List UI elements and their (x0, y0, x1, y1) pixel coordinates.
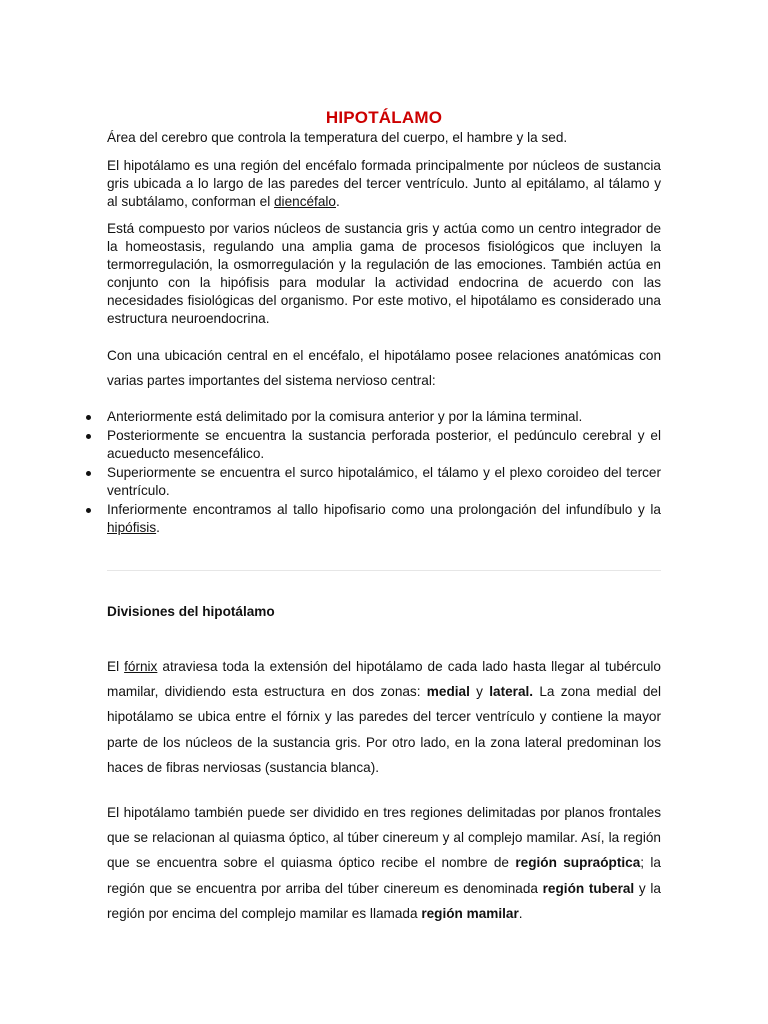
section-heading: Divisiones del hipotálamo (107, 604, 275, 619)
list-item-text: . (156, 520, 160, 535)
bullet-icon (86, 434, 91, 439)
paragraph-text: . (335, 194, 340, 209)
paragraph-location: Con una ubicación central en el encéfalo, el hipotálamo posee relaciones anatómicas con varias partes importantes del sistema nervioso central: (107, 348, 661, 389)
intro-paragraph: Área del cerebro que controla la temperatura del cuerpo, el hambre y la sed. (107, 130, 568, 145)
bullet-icon (86, 508, 91, 513)
bold-term-medial: medial (426, 684, 470, 700)
bold-term-lateral: lateral. (489, 684, 534, 700)
list-item (107, 501, 661, 537)
list-item-text: Superiormente se encuentra el surco hipotalámico, el tálamo y el plexo coroideo del tercer ventrículo. (107, 465, 661, 498)
list-item-text: Inferiormente encontramos al tallo hipofisario como una prolongación del infundíbulo y la (107, 502, 661, 517)
list-item (107, 464, 661, 500)
bold-term-supraoptica: región supraóptica (515, 855, 641, 871)
list-item-text: Anteriormente está delimitado por la comisura anterior y por la lámina terminal. (107, 409, 583, 424)
paragraph-composition: Está compuesto por varios núcleos de sustancia gris y actúa como un centro integrador de la homeostasis, regulando una amplia gama de procesos fisiológicos que incluyen la termorregulación, la osmorregulación y la regulación de las emociones. También actúa en conjunto con la hipófisis para modular la actividad endocrina de acuerdo con las necesidades fisiológicas del organismo. Por este motivo, el hipotálamo es considerado una estructura neuroendocrina. (107, 221, 661, 326)
anatomical-relations-list (107, 408, 661, 538)
list-item (107, 408, 661, 426)
paragraph-text: La zona medial del hipotálamo se ubica entre el fórnix y las paredes del tercer ventrículo y contiene la mayor parte de los núcleos de la sustancia gris. Por otro lado, en la zona lateral predominan los haces de fibras nerviosas (sustancia blanca). (107, 684, 661, 775)
paragraph-text: El hipotálamo es una región del encéfalo formada principalmente por núcleos de sustancia gris ubicada a lo largo de las paredes del tercer ventrículo. Junto al epitálamo, al tálamo y al subtálamo, conforman el (107, 158, 661, 209)
bullet-icon (86, 471, 91, 476)
paragraph-definition (107, 157, 661, 211)
paragraph-text: y (469, 684, 490, 700)
paragraph-text: atraviesa toda la extensión del hipotálamo de cada lado hasta llegar al tubérculo mamilar, dividiendo esta estructura en dos zonas: (107, 659, 661, 700)
link-diencefalo[interactable]: diencéfalo (274, 194, 336, 209)
link-fornix[interactable]: fórnix (124, 659, 158, 674)
list-item-text: Posteriormente se encuentra la sustancia perforada posterior, el pedúnculo cerebral y el acueducto mesencefálico. (107, 428, 661, 461)
bold-term-tuberal: región tuberal (542, 880, 635, 896)
paragraph-divisions (107, 654, 661, 780)
paragraph-text: El hipotálamo también puede ser dividido en tres regiones delimitadas por planos frontales que se relacionan al quiasma óptico, al túber cinereum y al complejo mamilar. Así, la región que se encuentra sobre el quiasma óptico recibe el nombre de (107, 805, 661, 871)
list-item (107, 427, 661, 463)
paragraph-text: y la región por encima del complejo mamilar es llamada (107, 880, 661, 921)
bold-term-mamilar: región mamilar (421, 905, 519, 921)
paragraph-text: . (518, 905, 523, 921)
page-title: HIPOTÁLAMO (325, 108, 443, 127)
paragraph-text: ; la región que se encuentra por arriba del túber cinereum es denominada (107, 855, 661, 896)
link-hipofisis[interactable]: hipófisis (107, 520, 157, 535)
bullet-icon (86, 415, 91, 420)
paragraph-text: El (107, 659, 125, 674)
paragraph-regions (107, 800, 661, 926)
section-divider (107, 570, 661, 571)
